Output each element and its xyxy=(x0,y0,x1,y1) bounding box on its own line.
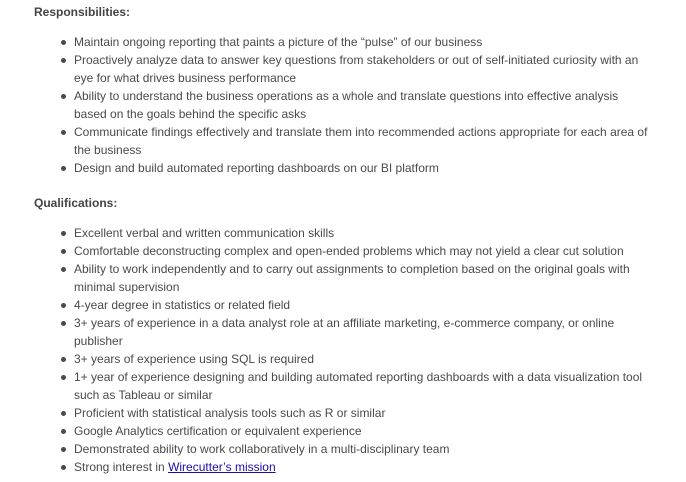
list-item-mission xyxy=(34,458,650,476)
mission-prefix: Strong interest in xyxy=(74,460,169,474)
list-item: Ability to understand the business operations as a whole and translate questions into effective analysis based on the goals behind the specific asks xyxy=(34,87,650,123)
list-item: Proficient with statistical analysis tools such as R or similar xyxy=(34,404,650,422)
list-item: Excellent verbal and written communication skills xyxy=(34,224,650,242)
list-item: Comfortable deconstructing complex and open-ended problems which may not yield a clear cut solution xyxy=(34,242,650,260)
list-item: Google Analytics certification or equivalent experience xyxy=(34,422,650,440)
qualifications-list xyxy=(34,224,650,476)
list-item: Design and build automated reporting dashboards on our BI platform xyxy=(34,159,650,177)
list-item: Proactively analyze data to answer key questions from stakeholders or out of self-initiated curiosity with an eye for what drives business performance xyxy=(34,51,650,87)
list-item: 4-year degree in statistics or related field xyxy=(34,296,650,314)
responsibilities-heading: Responsibilities: xyxy=(34,5,131,19)
list-item: 1+ year of experience designing and building automated reporting dashboards with a data visualization tool such as Tableau or similar xyxy=(34,368,650,404)
list-item: Maintain ongoing reporting that paints a picture of the “pulse” of our business xyxy=(34,33,650,51)
responsibilities-section xyxy=(34,3,650,177)
list-item: 3+ years of experience using SQL is required xyxy=(34,350,650,368)
wirecutter-mission-link[interactable]: Wirecutter’s mission xyxy=(168,460,276,474)
list-item: Demonstrated ability to work collaboratively in a multi-disciplinary team xyxy=(34,440,650,458)
responsibilities-list xyxy=(34,33,650,177)
list-item: Communicate findings effectively and translate them into recommended actions appropriate for each area of the business xyxy=(34,123,650,159)
qualifications-section xyxy=(34,194,650,476)
qualifications-heading: Qualifications: xyxy=(34,196,118,210)
list-item: 3+ years of experience in a data analyst role at an affiliate marketing, e-commerce company, or online publisher xyxy=(34,314,650,350)
list-item: Ability to work independently and to carry out assignments to completion based on the original goals with minimal supervision xyxy=(34,260,650,296)
